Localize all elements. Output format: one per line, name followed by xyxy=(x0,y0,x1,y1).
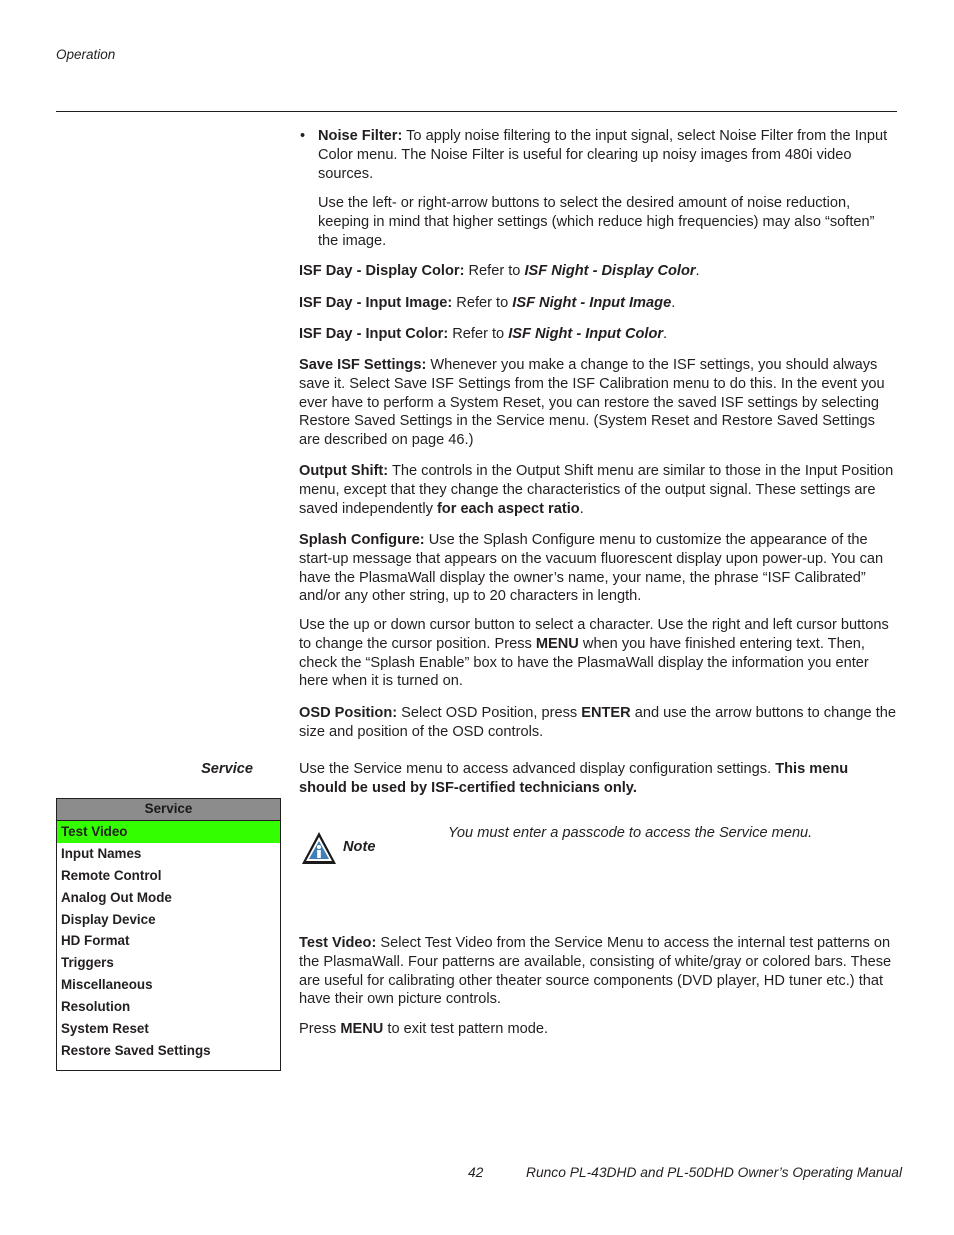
isf-input-image-text: Refer to xyxy=(452,295,513,311)
menu-item-analog-out-mode[interactable]: Analog Out Mode xyxy=(61,889,172,905)
osd-position-text-2: and use the arrow buttons to change the size and position of the OSD controls. xyxy=(299,705,897,740)
menu-item-miscellaneous[interactable]: Miscellaneous xyxy=(61,977,153,993)
note-icon xyxy=(300,830,338,872)
service-intro-text: Use the Service menu to access advanced display configuration settings. xyxy=(299,761,776,777)
running-header: Operation xyxy=(56,47,116,62)
isf-input-color-ref: ISF Night - Input Color xyxy=(508,326,664,342)
isf-input-color-label: ISF Day - Input Color: xyxy=(299,326,449,342)
menu-item-resolution[interactable]: Resolution xyxy=(61,999,131,1015)
note-text: You must enter a passcode to access the Service menu. xyxy=(448,825,813,841)
noise-filter-para-2: Use the left- or right-arrow buttons to select the desired amount of noise reduction, keeping in mind that higher settings (which reduce high frequencies) may also “soften” the image. xyxy=(318,195,875,249)
isf-input-image-para xyxy=(299,294,899,313)
isf-input-image-ref: ISF Night - Input Image xyxy=(512,295,672,311)
isf-display-color-text: Refer to xyxy=(464,263,525,279)
noise-filter-label: Noise Filter: xyxy=(318,128,403,144)
header-rule xyxy=(56,111,897,112)
test-video-label: Test Video: xyxy=(299,935,377,951)
output-shift-text: The controls in the Output Shift menu are similar to those in the Input Position menu, except that they change the characteristics of the output signal. These settings are saved independently xyxy=(299,463,894,517)
enter-key: ENTER xyxy=(581,705,631,721)
osd-position-label: OSD Position: xyxy=(299,705,398,721)
menu-item-test-video[interactable]: Test Video xyxy=(57,821,280,843)
bullet: • xyxy=(300,128,306,144)
isf-input-color-text: Refer to xyxy=(448,326,509,342)
isf-display-color-label: ISF Day - Display Color: xyxy=(299,263,465,279)
menu-item-hd-format[interactable]: HD Format xyxy=(61,933,130,949)
test-video-para xyxy=(299,934,899,1009)
service-menu-title: Service xyxy=(57,799,280,821)
service-intro-para xyxy=(299,760,899,798)
output-shift-bold: for each aspect ratio xyxy=(436,500,580,517)
isf-input-color-para xyxy=(299,325,899,344)
menu-item-remote-control[interactable]: Remote Control xyxy=(61,867,162,883)
noise-filter-item xyxy=(300,127,898,183)
test-video-para-2 xyxy=(299,1020,899,1039)
service-menu xyxy=(56,798,281,1071)
save-isf-text: Whenever you make a change to the ISF settings, you should always save it. Select Save ISF Settings from the ISF Calibration menu to do this. In the event you ever have to perform a System Reset, you can restore the saved ISF settings by selecting Restore Saved Settings in the Service menu. (System Reset and Restore Saved Settings are described on page 46.) xyxy=(299,357,885,449)
noise-filter-text: To apply noise filtering to the input signal, select Noise Filter from the Input Color menu. The Noise Filter is useful for clearing up noisy images from 480i video sources. xyxy=(318,128,888,182)
osd-position-para xyxy=(299,704,899,742)
splash-configure-label: Splash Configure: xyxy=(299,532,425,548)
save-isf-para xyxy=(299,356,899,450)
menu-key-2: MENU xyxy=(340,1021,384,1037)
output-shift-label: Output Shift: xyxy=(299,463,389,479)
splash-text-a: Use the up or down cursor button to select a character. Use the right and left cursor buttons to change the cursor position. Press xyxy=(299,617,889,652)
menu-key: MENU xyxy=(535,635,579,652)
test-video-text: Select Test Video from the Service Menu to access the internal test patterns on the PlasmaWall. Four patterns are available, consisting of white/gray or colored bars. These are useful for calibrating other theater source components (DVD player, HD tuner etc.) that have their own picture controls. xyxy=(299,935,892,1008)
test-video-text-c: to exit test pattern mode. xyxy=(383,1021,549,1037)
isf-input-color-end: . xyxy=(663,326,668,342)
menu-padding xyxy=(57,1062,280,1070)
isf-display-color-end: . xyxy=(695,263,700,279)
menu-item-restore-saved-settings[interactable]: Restore Saved Settings xyxy=(61,1042,211,1058)
footer-title: Runco PL-43DHD and PL-50DHD Owner’s Operating Manual xyxy=(526,1165,903,1180)
output-shift-end: . xyxy=(579,500,584,517)
menu-item-system-reset[interactable]: System Reset xyxy=(61,1021,149,1037)
test-video-text-a: Press xyxy=(299,1021,341,1037)
save-isf-label: Save ISF Settings: xyxy=(299,357,427,373)
note-label: Note xyxy=(343,839,376,855)
noise-filter-para xyxy=(318,127,898,183)
output-shift-para xyxy=(299,462,899,518)
service-heading: Service xyxy=(201,761,253,777)
isf-display-color-para xyxy=(299,262,899,281)
isf-input-image-label: ISF Day - Input Image: xyxy=(299,295,453,311)
splash-configure-text: Use the Splash Configure menu to customize the appearance of the start-up message that appears on the vacuum fluorescent display upon power-up. You can have the PlasmaWall display the owner’s name, your name, the phrase “ISF Calibrated” and/or any other string, up to 20 characters in length. xyxy=(299,532,884,605)
splash-text-c: when you have finished entering text. Then, check the “Splash Enable” box to have the PlasmaWall display the information you enter here when it is turned on. xyxy=(299,635,869,690)
isf-input-image-end: . xyxy=(671,295,676,311)
menu-item-input-names[interactable]: Input Names xyxy=(61,845,142,861)
menu-item-triggers[interactable]: Triggers xyxy=(61,955,114,971)
isf-display-color-ref: ISF Night - Display Color xyxy=(524,263,696,279)
menu-item-display-device[interactable]: Display Device xyxy=(61,911,156,927)
page-number: 42 xyxy=(468,1165,484,1180)
osd-position-text: Select OSD Position, press xyxy=(397,705,582,721)
splash-configure-para xyxy=(299,531,899,606)
service-intro-bold: This menu should be used by ISF-certified technicians only. xyxy=(299,761,849,796)
splash-configure-para-2 xyxy=(299,616,899,691)
